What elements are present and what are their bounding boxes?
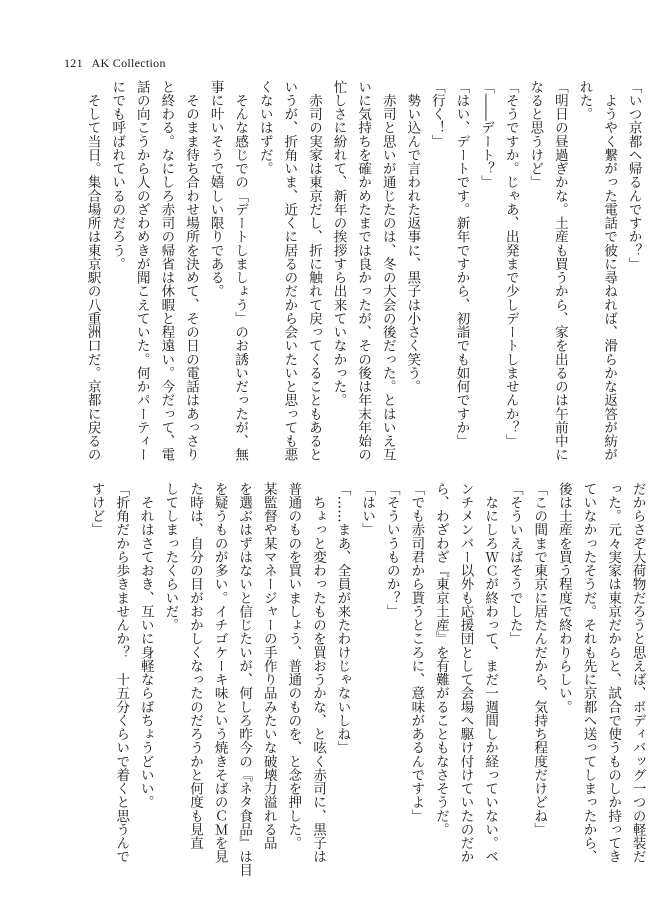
text-line: なると思うけど」 bbox=[527, 80, 544, 189]
text-line: 後は土産を買う程度で終わりらしい。 bbox=[555, 482, 572, 714]
text-line: 「……まあ、全員が来たわけじゃないしね」 bbox=[334, 482, 351, 755]
running-header bbox=[64, 56, 172, 71]
text-line: なにしろＷＣが終わって、まだ一週間しか経っていない。ベ bbox=[482, 482, 499, 864]
text-line: 勢い込んで言われた返事に、黒子は小さく笑う。 bbox=[404, 80, 421, 394]
text-line: 「そういうものか？」 bbox=[383, 482, 400, 619]
text-line: 「折角だから歩きませんか？ 十五分くらいで着くと思うんで bbox=[113, 482, 130, 864]
text-line: れた。 bbox=[576, 80, 593, 121]
text-line: いに気持ちを確かめたまでは良かったが、その後は年末年始の bbox=[355, 80, 372, 462]
page-number: 121 bbox=[64, 56, 83, 70]
text-line: くないはずだ。 bbox=[256, 80, 273, 176]
text-line: ちょっと変わったものを買おうかな、と呟く赤司に、黒子は bbox=[309, 482, 326, 864]
text-line: 普通のものを買いましょう、普通のものを、と念を押した。 bbox=[285, 482, 302, 850]
text-line: そして当日。集合場所は東京駅の八重洲口だ。京都に戻るの bbox=[84, 80, 101, 462]
text-line: 話の向こうから人のざわめきが聞こえていた。何かパーティー bbox=[133, 80, 150, 462]
text-line: 某監督や某マネージャーの手作り品みたいな破壊力溢れる品 bbox=[260, 482, 277, 850]
text-line: 忙しさに紛れて、新年の挨拶すら出来ていなかった。 bbox=[330, 80, 347, 407]
text-line: ていなかったそうだ。それも先に京都へ送ってしまったから、 bbox=[580, 482, 597, 864]
text-line: と終わる。なにしろ赤司の帰省は休暇と程遠い。今だって、電 bbox=[158, 80, 175, 462]
text-block-top bbox=[80, 80, 646, 462]
text-line: にでも呼ばれているのだろう。 bbox=[109, 80, 126, 271]
text-line: 「いつ京都へ帰るんですか？」 bbox=[625, 80, 642, 271]
text-line: 赤司と思いが通じたのは、冬の大会の後だった。とはいえ互 bbox=[379, 80, 396, 462]
text-line: ら、わざわざ『東京土産』を有難がることもなさそうだ。 bbox=[432, 482, 449, 837]
text-line: った。元々実家は東京だからと、試合で使うものしか持ってき bbox=[605, 482, 622, 864]
text-line: た時は、自分の目がおかしくなったのだろうかと何度も見直 bbox=[186, 482, 203, 850]
text-line: 「行く！」 bbox=[428, 80, 445, 149]
text-block-bottom bbox=[84, 482, 650, 877]
text-line: 事に叶いそうで嬉しい限りである。 bbox=[207, 80, 224, 298]
text-line: 「明日の昼過ぎかな。土産も買うから、家を出るのは午前中に bbox=[551, 80, 568, 462]
collection-title: AK Collection bbox=[91, 56, 166, 70]
text-line: 「そうですか。じゃあ、出発まで少しデートしませんか？」 bbox=[502, 80, 519, 448]
text-line: すけど」 bbox=[88, 482, 105, 537]
text-line: ようやく繋がった電話で彼に尋ねれば、滑らかな返答が紡が bbox=[601, 80, 618, 462]
text-line: を選ぶはずはないと信じたいが、何しろ昨今の『ネタ食品』は目 bbox=[236, 482, 253, 877]
text-line: 「そういえばそうでした」 bbox=[506, 482, 523, 646]
text-line: だからさぞ大荷物だろうと思えば、ボディバッグ一つの軽装だ bbox=[629, 482, 646, 864]
text-line: 「はい、デートです。新年ですから、初詣でも如何ですか」 bbox=[453, 80, 470, 448]
text-line: を疑うものが多い。イチゴケーキ味という焼きそばのＣＭを見 bbox=[211, 482, 228, 864]
text-line: 「この間まで東京に居たんだから、気持ち程度だけどね」 bbox=[531, 482, 548, 837]
text-line: ンチメンバー以外も応援団として会場へ駆け付けていたのだか bbox=[457, 482, 474, 864]
text-line: 赤司の実家は東京だし、折に触れて戻ってくることもあると bbox=[305, 80, 322, 462]
text-line: 「でも赤司君から貰うところに、意味があるんですよ」 bbox=[408, 482, 425, 823]
text-line: そのまま待ち合わせ場所を決めて、その日の電話はあっさり bbox=[182, 80, 199, 462]
text-line: それはさておき、互いに身軽ならばちょうどいい。 bbox=[137, 482, 154, 809]
text-line: 「はい」 bbox=[359, 482, 376, 537]
text-line: いうが、折角いま、近くに居るのだから会いたいと思っても悪 bbox=[281, 80, 298, 462]
text-line: そんな感じでの「デートしましょう」のお誘いだったが、無 bbox=[232, 80, 249, 462]
text-line: 「――デート？」 bbox=[478, 80, 495, 189]
text-line: してしまったくらいだ。 bbox=[162, 482, 179, 632]
